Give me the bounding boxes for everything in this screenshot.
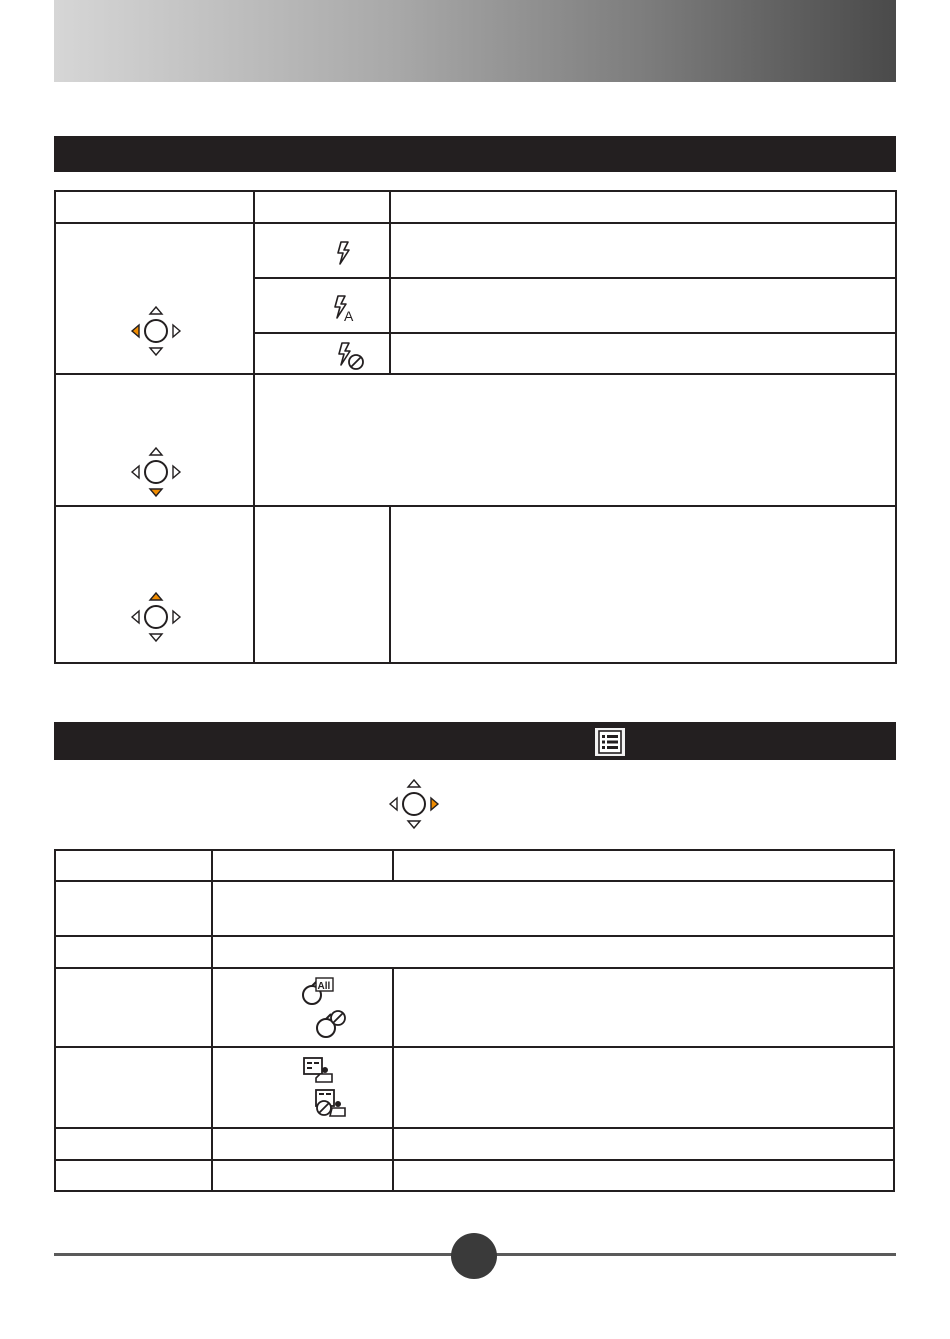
- print-off-icon: [314, 1088, 348, 1120]
- svg-text:All: All: [317, 981, 331, 992]
- svg-text:A: A: [344, 308, 354, 324]
- print-icon: [302, 1056, 336, 1086]
- delete-off-icon: [314, 1008, 348, 1040]
- delete-all-icon: [300, 977, 334, 1007]
- page-number-badge: [451, 1233, 497, 1279]
